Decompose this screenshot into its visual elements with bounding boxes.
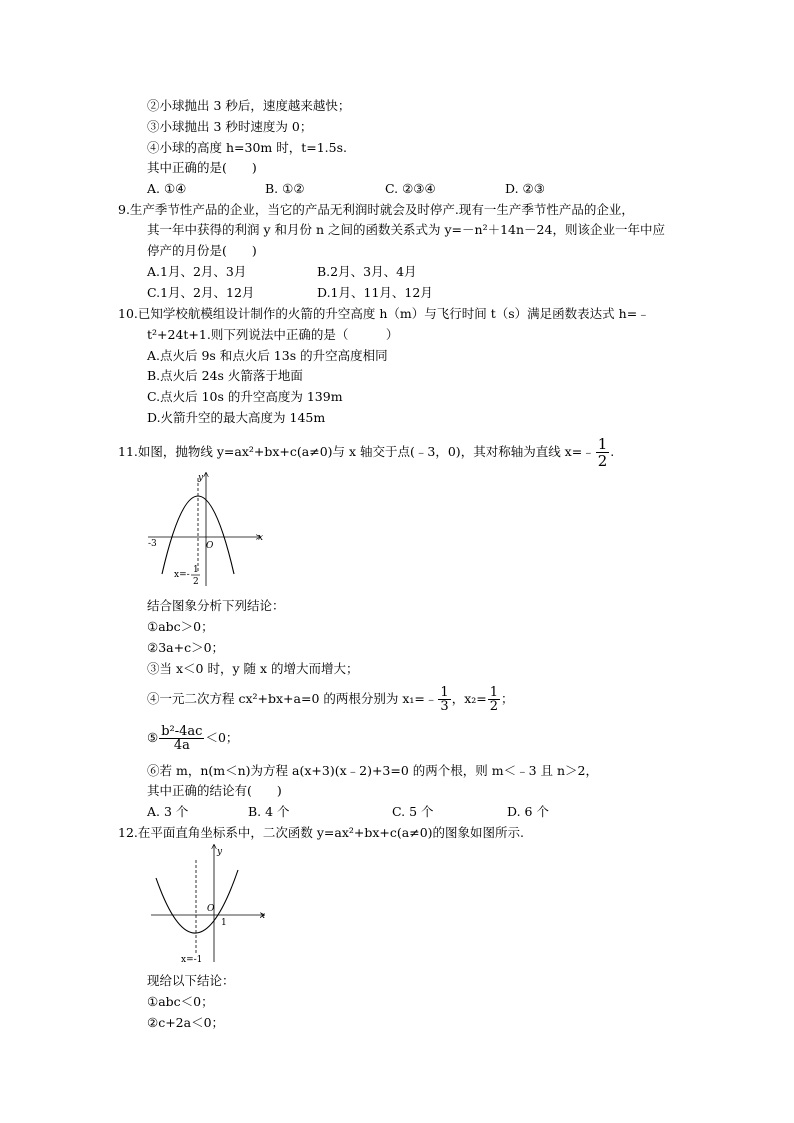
q11-intro: 结合图象分析下列结论： <box>147 598 285 613</box>
q9-option-a: A.1月、2月、3月 <box>147 264 247 279</box>
q8-statement-2: ②小球抛出 3 秒后，速度越来越快； <box>147 98 351 113</box>
q11-option-d: D. 6 个 <box>507 804 549 819</box>
q9-stem-line3: 停产的月份是( ) <box>147 243 257 258</box>
q11-stem-fraction <box>596 436 610 469</box>
q11-stem <box>118 436 614 469</box>
q12-intro: 现给以下结论： <box>147 973 235 988</box>
q11-neg3-label: -3 <box>148 539 157 549</box>
q11-c5-den: 4a <box>173 738 190 753</box>
q11-conclusion-5 <box>147 723 238 753</box>
q11-c4-fraction-2 <box>488 686 500 713</box>
q11-c4-den2: 2 <box>489 699 499 714</box>
q11-option-b: B. 4 个 <box>248 804 290 819</box>
q12-x-label: x <box>260 911 266 921</box>
q11-c4-num1: 1 <box>440 685 449 700</box>
q11-conclusion-6: ⑥若 m，n(m＜n)为方程 a(x+3)(x﹣2)+3=0 的两个根，则 m＜﹣3 且 n＞2， <box>147 763 599 778</box>
q11-c4-num2: 1 <box>489 685 499 700</box>
q12-parabola-figure <box>146 842 272 966</box>
q11-origin-label: O <box>206 541 214 551</box>
q9-option-d: D.1月、11月、12月 <box>317 285 433 300</box>
q11-axis-den: 2 <box>193 577 199 587</box>
q12-conclusion-1: ①abc＜0； <box>147 994 214 1009</box>
q11-conclusion-1: ①abc＞0； <box>147 619 214 634</box>
q9-option-b: B.2月、3月、4月 <box>317 264 417 279</box>
q10-option-d: D.火箭升空的最大高度为 145m <box>147 410 326 425</box>
q8-option-c: C. ②③④ <box>385 181 436 196</box>
q9-stem-line2: 其一年中获得的利润 y 和月份 n 之间的函数关系式为 y=－n²＋14n－24，则该企业一年中应 <box>147 222 665 237</box>
q11-c4-fraction-1 <box>438 686 450 713</box>
q11-axis-num: 1 <box>193 565 199 575</box>
q8-statement-4: ④小球的高度 h=30m 时，t=1.5s. <box>147 140 347 155</box>
q11-conclusion-3: ③当 x＜0 时，y 随 x 的增大而增大； <box>147 661 359 676</box>
q11-stem-end: . <box>610 444 615 459</box>
q11-conclusion-4 <box>147 684 514 714</box>
q11-stem-text: 11.如图，抛物线 y=ax²+bx+c(a≠0)与 x 轴交于点(﹣3，0)，其对称轴为直线 x=﹣ <box>118 444 595 459</box>
q11-c5-end: ＜0； <box>205 730 239 745</box>
q11-stem-frac-num: 1 <box>597 435 608 453</box>
q12-origin-label: O <box>207 904 215 914</box>
q10-option-a: A.点火后 9s 和点火后 13s 的升空高度相同 <box>147 348 388 363</box>
q11-parabola-figure <box>140 468 270 590</box>
q11-conclusion-2: ②3a+c＞0； <box>147 640 225 655</box>
q8-question: 其中正确的是( ) <box>147 160 257 175</box>
q8-statement-3: ③小球抛出 3 秒时速度为 0； <box>147 119 313 134</box>
q11-y-label: y <box>198 473 204 483</box>
q11-c5-pre: ⑤ <box>147 730 159 745</box>
q11-c4-den1: 3 <box>440 699 449 714</box>
q10-stem-line2: t²+24t+1.则下列说法中正确的是（ ） <box>147 327 399 342</box>
q11-c4-end: ； <box>501 691 514 706</box>
q8-option-a: A. ①④ <box>147 181 187 196</box>
q11-stem-frac-den: 2 <box>597 452 608 470</box>
q12-stem: 12.在平面直角坐标系中，二次函数 y=ax²+bx+c(a≠0)的图象如图所示. <box>118 825 525 840</box>
q11-axis-prefix: x=- <box>174 570 190 580</box>
q11-c4-pre: ④一元二次方程 cx²+bx+a=0 的两根分别为 x₁=﹣ <box>147 691 438 706</box>
q11-question: 其中正确的结论有( ) <box>147 783 282 798</box>
q9-option-c: C.1月、2月、12月 <box>147 285 255 300</box>
q11-x-label: x <box>258 533 264 543</box>
q11-c4-mid: ，x₂= <box>451 691 487 706</box>
q11-option-c: C. 5 个 <box>392 804 434 819</box>
q8-option-d: D. ②③ <box>505 181 545 196</box>
q10-stem-line1: 10.已知学校航模组设计制作的火箭的升空高度 h（m）与飞行时间 t（s）满足函数表达式 h=﹣ <box>118 306 650 321</box>
q10-option-b: B.点火后 24s 火箭落于地面 <box>147 368 303 383</box>
q12-y-label: y <box>217 847 223 857</box>
q8-option-b: B. ①② <box>265 181 305 196</box>
q11-c5-num: b²-4ac <box>161 724 203 739</box>
q11-c5-fraction <box>159 725 204 752</box>
q12-conclusion-2: ②c+2a＜0； <box>147 1015 225 1030</box>
q12-one-label: 1 <box>221 918 227 928</box>
q11-option-a: A. 3 个 <box>147 804 189 819</box>
q10-option-c: C.点火后 10s 的升空高度为 139m <box>147 389 343 404</box>
q12-axis-label: x=-1 <box>181 955 203 965</box>
q9-stem-line1: 9.生产季节性产品的企业，当它的产品无利润时就会及时停产.现有一生产季节性产品的企业， <box>118 202 634 217</box>
